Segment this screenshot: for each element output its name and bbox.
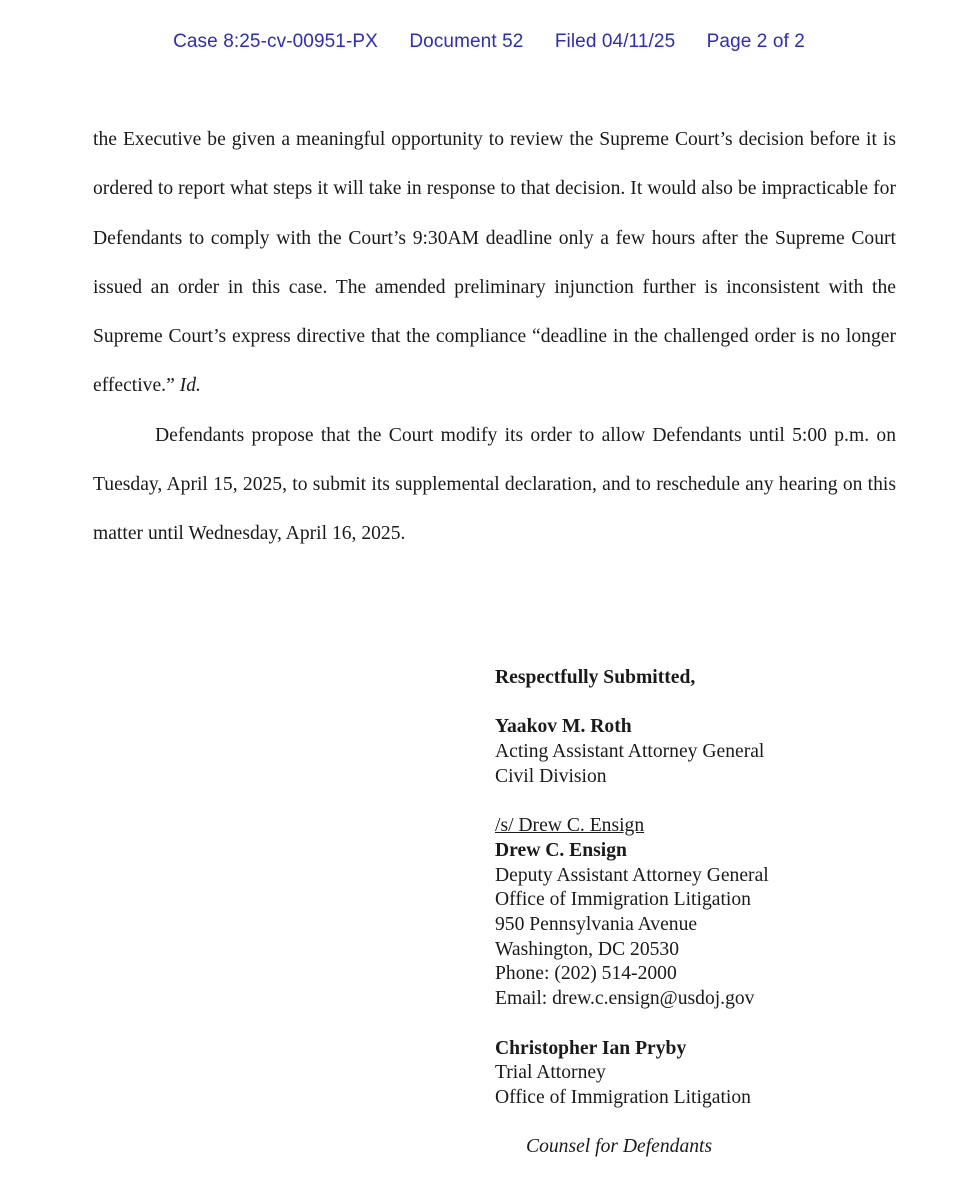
signer-2-title: Deputy Assistant Attorney General [495,864,769,886]
signer-2-address-line-2: Washington, DC 20530 [495,938,680,960]
counsel-for-defendants: Counsel for Defendants [526,1136,713,1158]
signer-2-address-line-1: 950 Pennsylvania Avenue [495,914,698,935]
signer-1-title: Acting Assistant Attorney General [495,741,765,763]
signer-3-name: Christopher Ian Pryby [495,1037,687,1059]
case-number: Case 8:25-cv-00951-PX [173,31,378,52]
page-indicator: Page 2 of 2 [706,31,805,52]
signer-1-division: Civil Division [495,765,607,787]
electronic-signature: /s/ Drew C. Ensign [495,815,645,837]
document-body [93,115,896,559]
document-number: Document 52 [409,31,524,52]
paragraph-1-text: the Executive be given a meaningful opportunity to review the Supreme Court’s decision before it is ordered to report what steps it will take in response to that decision. It would also be impracticable for Defendants to comply with the Court’s 9:30AM deadline only a few hours after the Supreme Court issued an order in this case. The amended preliminary injunction further is inconsistent with the Supreme Court’s express directive that the compliance “deadline in the challenged order is no longer effective.” [93,129,896,397]
signer-2-office: Office of Immigration Litigation [495,889,751,911]
ecf-header [0,31,978,53]
closing: Respectfully Submitted, [495,667,696,688]
signer-1-name: Yaakov M. Roth [495,716,632,738]
citation-id: Id. [179,375,201,397]
filed-date: Filed 04/11/25 [554,31,676,52]
paragraph-2: Defendants propose that the Court modify its order to allow Defendants until 5:00 p.m. on Tuesday, April 15, 2025, to submit its supplemental declaration, and to reschedule any hearing on this matter until Wednesday, April 16, 2025. [93,424,896,545]
signer-2-name: Drew C. Ensign [495,839,627,861]
signer-2-phone: Phone: (202) 514-2000 [495,963,677,985]
signer-3-office: Office of Immigration Litigation [495,1086,751,1108]
signature-block [495,666,935,1160]
signer-2-email: Email: drew.c.ensign@usdoj.gov [495,988,755,1010]
paragraph-1 [93,115,896,411]
signer-3-title: Trial Attorney [495,1062,606,1084]
